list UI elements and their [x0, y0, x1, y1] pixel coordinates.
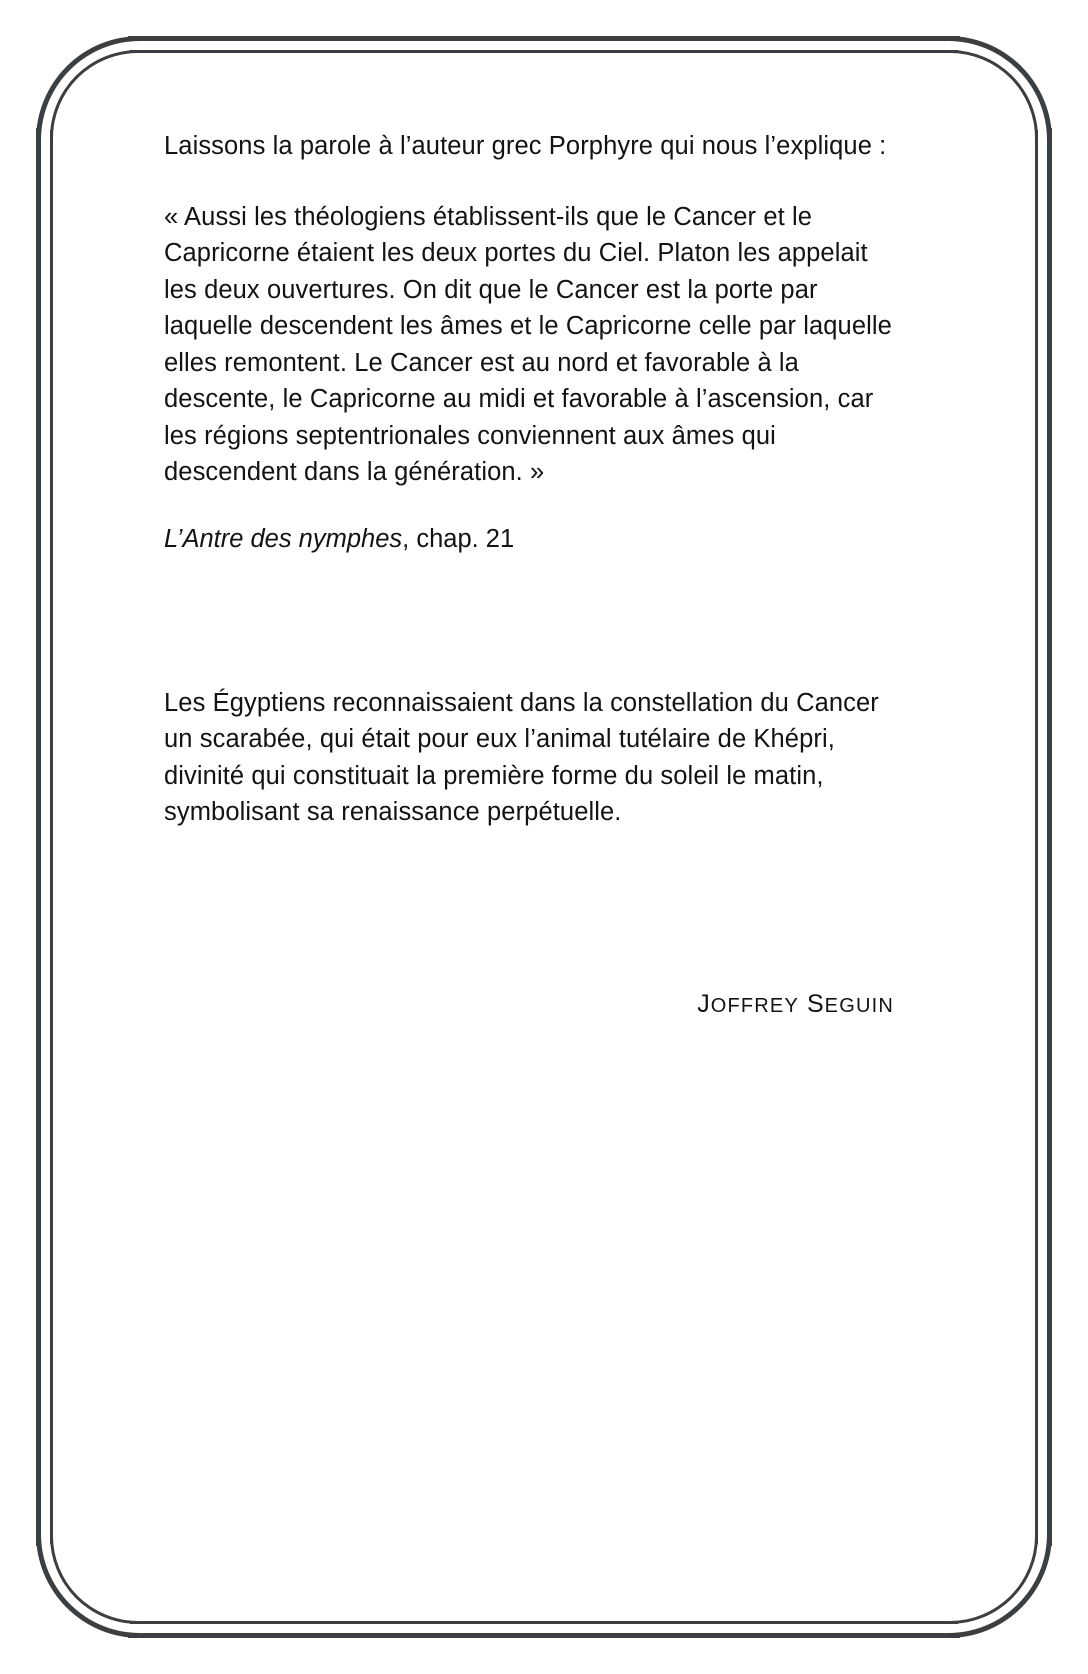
signature-last-rest: EGUIN: [824, 995, 894, 1017]
quote-citation: [164, 521, 894, 557]
frame-corner-bottom-right-icon: [948, 1534, 1052, 1638]
signature-first-rest: OFFREY: [710, 995, 800, 1017]
citation-work-title: L’Antre des nymphes: [164, 524, 403, 553]
frame-corner-bottom-left-icon: [36, 1534, 140, 1638]
frame-corner-top-right-icon: [948, 36, 1052, 140]
intro-paragraph: Laissons la parole à l’auteur grec Porphyre qui nous l’explique :: [164, 132, 887, 160]
frame-corner-top-left-icon: [36, 36, 140, 140]
citation-chapter: , chap. 21: [402, 524, 515, 553]
porphyry-quote-paragraph: « Aussi les théologiens établissent-ils que le Cancer et le Capricorne étaient les deux portes du Ciel. Platon les appelait les deux ouvertures. On dit que le Cancer est la porte par laquelle descendent les âmes et le Capricorne celle par laquelle elles remontent. Le Cancer est au nord et favorable à la descente, le Capricorne au midi et favorable à l’ascension, car les régions septentrionales conviennent aux âmes qui descendent dans la génération. »: [164, 202, 892, 486]
signature-last-initial: S: [806, 990, 825, 1018]
frame-inner-corner-top-right-icon: [950, 50, 1038, 138]
frame-inner-corner-bottom-left-icon: [50, 1536, 138, 1624]
page-body: [164, 128, 894, 831]
author-signature: [164, 990, 894, 1019]
frame-inner-corner-bottom-right-icon: [950, 1536, 1038, 1624]
egypt-paragraph: Les Égyptiens reconnaissaient dans la constellation du Cancer un scarabée, qui était pour eux l’animal tutélaire de Khépri, divinité qui constituait la première forme du soleil le matin, symbolisant sa renaissance perpétuelle.: [164, 688, 879, 826]
signature-space: [799, 990, 807, 1018]
signature-first-initial: J: [697, 990, 711, 1018]
frame-inner-corner-top-left-icon: [50, 50, 138, 138]
